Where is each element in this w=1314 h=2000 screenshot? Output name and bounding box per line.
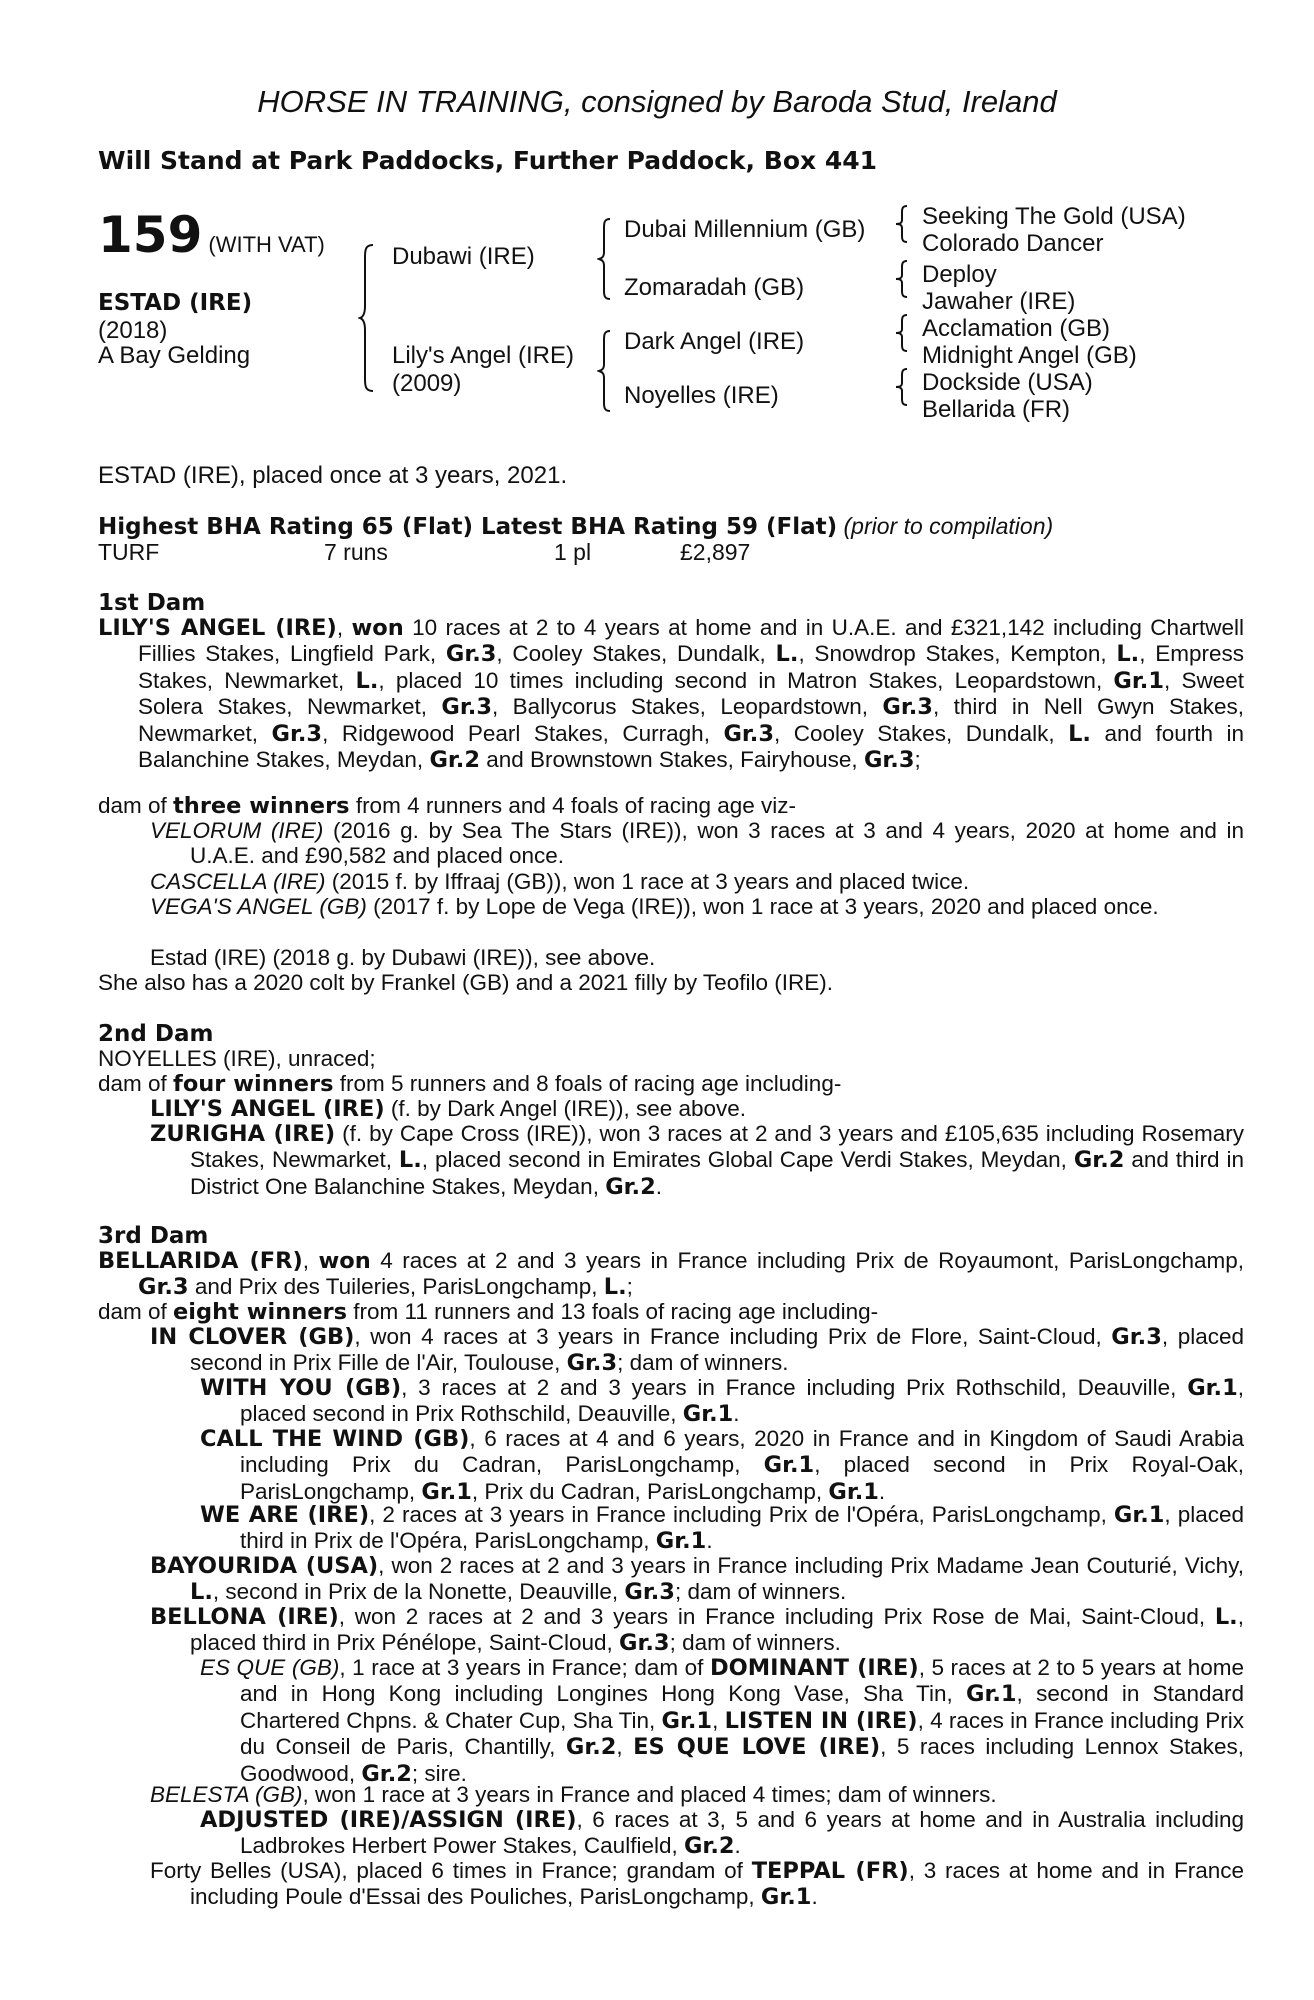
pedigree-ggp: Acclamation (GB) [922,315,1111,342]
first-dam-progeny-item: VELORUM (IRE) (2016 g. by Sea The Stars (IRE)), won 3 races at 3 and 4 years, 2020 at home and in U.A.E. and £90,582 and placed once. [150,818,1244,869]
third-dam-progeny-item: ADJUSTED (IRE)/ASSIGN (IRE), 6 races at 3, 5 and 6 years at home and in Australia including Ladbrokes Herbert Power Stakes, Caulfield, Gr.2. [200,1807,1244,1860]
lot-number: 159 [98,206,203,264]
bha-rating-values: Highest BHA Rating 65 (Flat) Latest BHA Rating 59 (Flat) [98,514,838,540]
pedigree-ggp: Jawaher (IRE) [922,288,1076,315]
pedigree-brace-ggp-4 [894,367,910,407]
pedigree-brace-ggp-3 [894,313,910,353]
pedigree-ggp: Midnight Angel (GB) [922,342,1137,369]
pedigree-brace-ggp-1 [894,204,910,244]
stand-location: Will Stand at Park Paddocks, Further Paddock, Box 441 [98,146,878,175]
bha-rating [98,513,1053,540]
horse-description: A Bay Gelding [98,342,251,369]
third-dam-progeny-item: Forty Belles (USA), placed 6 times in France; grandam of TEPPAL (FR), 3 races at home and in France including Poule d'Essai des Pouliches, ParisLongchamp, Gr.1. [150,1858,1244,1911]
second-dam-progeny-item: ZURIGHA (IRE) (f. by Cape Cross (IRE)), won 3 races at 2 and 3 years and £105,635 including Rosemary Stakes, Newmarket, L., placed second in Emirates Global Cape Verdi Stakes, Meydan, Gr.2 and third in District One Balanchine Stakes, Meydan, Gr.2. [150,1121,1244,1200]
first-dam-record: LILY'S ANGEL (IRE), won 10 races at 2 to 4 years at home and in U.A.E. and £321,142 including Chartwell Fillies Stakes, Lingfield Park, Gr.3, Cooley Stakes, Dundalk, L., Snowdrop Stakes, Kempton, L., Empress Stakes, Newmarket, L., placed 10 times including second in Matron Stakes, Leopardstown, Gr.1, Sweet Solera Stakes, Newmarket, Gr.3, Ballycorus Stakes, Leopardstown, Gr.3, third in Nell Gwyn Stakes, Newmarket, Gr.3, Ridgewood Pearl Stakes, Curragh, Gr.3, Cooley Stakes, Dundalk, L. and fourth in Balanchine Stakes, Meydan, Gr.2 and Brownstown Stakes, Fairyhouse, Gr.3; [98,615,1245,774]
second-dam-produce-summary: dam of four winners from 5 runners and 8 foals of racing age including- [98,1071,842,1097]
pedigree-ggp: Bellarida (FR) [922,396,1071,423]
lot-number-block [98,206,325,264]
first-dam-progeny-item: CASCELLA (IRE) (2015 f. by Iffraaj (GB)), won 1 race at 3 years and placed twice. [150,869,970,894]
pedigree-sire-sire: Dubai Millennium (GB) [624,216,866,243]
turf-earnings: £2,897 [680,539,751,565]
third-dam-progeny-item: WITH YOU (GB), 3 races at 2 and 3 years in France including Prix Rothschild, Deauville, Gr.1, placed second in Prix Rothschild, Deauville, Gr.1. [200,1375,1245,1428]
horse-year: (2018) [98,317,168,344]
first-dam-progeny-item: VEGA'S ANGEL (GB) (2017 f. by Lope de Vega (IRE)), won 1 race at 3 years, 2020 and placed once. [150,894,1159,919]
turf-runs: 7 runs [324,539,388,565]
third-dam-progeny-item: BAYOURIDA (USA), won 2 races at 2 and 3 years in France including Prix Madame Jean Couturié, Vichy, L., second in Prix de la Nonette, Deauville, Gr.3; dam of winners. [150,1553,1244,1606]
pedigree-dam-year: (2009) [392,370,462,397]
third-dam-progeny-item: WE ARE (IRE), 2 races at 3 years in France including Prix de l'Opéra, ParisLongchamp, Gr.1, placed third in Prix de l'Opéra, ParisLongchamp, Gr.1. [200,1502,1244,1555]
turf-surface: TURF [98,539,160,565]
bha-rating-note: (prior to compilation) [843,513,1054,539]
pedigree-sire: Dubawi (IRE) [392,243,535,270]
third-dam-record: BELLARIDA (FR), won 4 races at 2 and 3 years in France including Prix de Royaumont, ParisLongchamp, Gr.3 and Prix des Tuileries, ParisLongchamp, L.; [98,1248,1244,1301]
first-dam-other-foals: She also has a 2020 colt by Frankel (GB) and a 2021 filly by Teofilo (IRE). [98,970,833,995]
third-dam-progeny-item: IN CLOVER (GB), won 4 races at 3 years in France including Prix de Flore, Saint-Cloud, Gr.3, placed second in Prix Fille de l'Air, Toulouse, Gr.3; dam of winners. [150,1324,1244,1377]
pedigree-brace-sire [597,217,613,301]
first-dam-heading: 1st Dam [98,590,206,616]
pedigree-brace-ggp-2 [894,259,910,299]
pedigree-ggp: Dockside (USA) [922,369,1093,396]
second-dam-record: NOYELLES (IRE), unraced; [98,1046,376,1071]
first-dam-progeny-item: Estad (IRE) (2018 g. by Dubawi (IRE)), see above. [150,945,656,970]
turf-placed: 1 pl [554,539,592,565]
third-dam-progeny-item: CALL THE WIND (GB), 6 races at 4 and 6 years, 2020 in France and in Kingdom of Saudi Arabia including Prix du Cadran, ParisLongchamp, Gr.1, placed second in Prix Royal-Oak, ParisLongchamp, Gr.1, Prix du Cadran, ParisLongchamp, Gr.1. [200,1426,1245,1505]
horse-name: ESTAD (IRE) [98,290,253,316]
pedigree-ggp: Seeking The Gold (USA) [922,203,1186,230]
third-dam-heading: 3rd Dam [98,1223,209,1249]
pedigree-ggp: Deploy [922,261,997,288]
third-dam-progeny-item: ES QUE (GB), 1 race at 3 years in France; dam of DOMINANT (IRE), 5 races at 2 to 5 years at home and in Hong Kong including Longines Hong Kong Vase, Sha Tin, Gr.1, second in Standard Chartered Chpns. & Chater Cup, Sha Tin, Gr.1, LISTEN IN (IRE), 4 races in France including Prix du Conseil de Paris, Chantilly, Gr.2, ES QUE LOVE (IRE), 5 races including Lennox Stakes, Goodwood, Gr.2; sire. [200,1655,1245,1787]
race-summary: ESTAD (IRE), placed once at 3 years, 2021. [98,462,568,489]
second-dam-heading: 2nd Dam [98,1021,214,1047]
vat-label: (WITH VAT) [208,232,325,257]
second-dam-progeny-item: LILY'S ANGEL (IRE) (f. by Dark Angel (IRE)), see above. [150,1096,747,1122]
first-dam-produce-summary: dam of three winners from 4 runners and 4 foals of racing age viz- [98,793,797,819]
third-dam-produce-summary: dam of eight winners from 11 runners and 13 foals of racing age including- [98,1299,879,1325]
pedigree-sire-dam: Zomaradah (GB) [624,274,805,301]
pedigree-dam-sire: Dark Angel (IRE) [624,328,805,355]
third-dam-progeny-item: BELLONA (IRE), won 2 races at 2 and 3 years in France including Prix Rose de Mai, Saint-Cloud, L., placed third in Prix Pénélope, Saint-Cloud, Gr.3; dam of winners. [150,1604,1244,1657]
pedigree-ggp: Colorado Dancer [922,230,1104,257]
page-title: HORSE IN TRAINING, consigned by Baroda Stud, Ireland [257,84,1057,119]
pedigree-dam-dam: Noyelles (IRE) [624,382,779,409]
pedigree-brace-dam [597,329,613,413]
pedigree-brace-main [358,243,376,393]
third-dam-progeny-item: BELESTA (GB), won 1 race at 3 years in France and placed 4 times; dam of winners. [150,1782,997,1807]
pedigree-dam: Lily's Angel (IRE) [392,342,574,369]
